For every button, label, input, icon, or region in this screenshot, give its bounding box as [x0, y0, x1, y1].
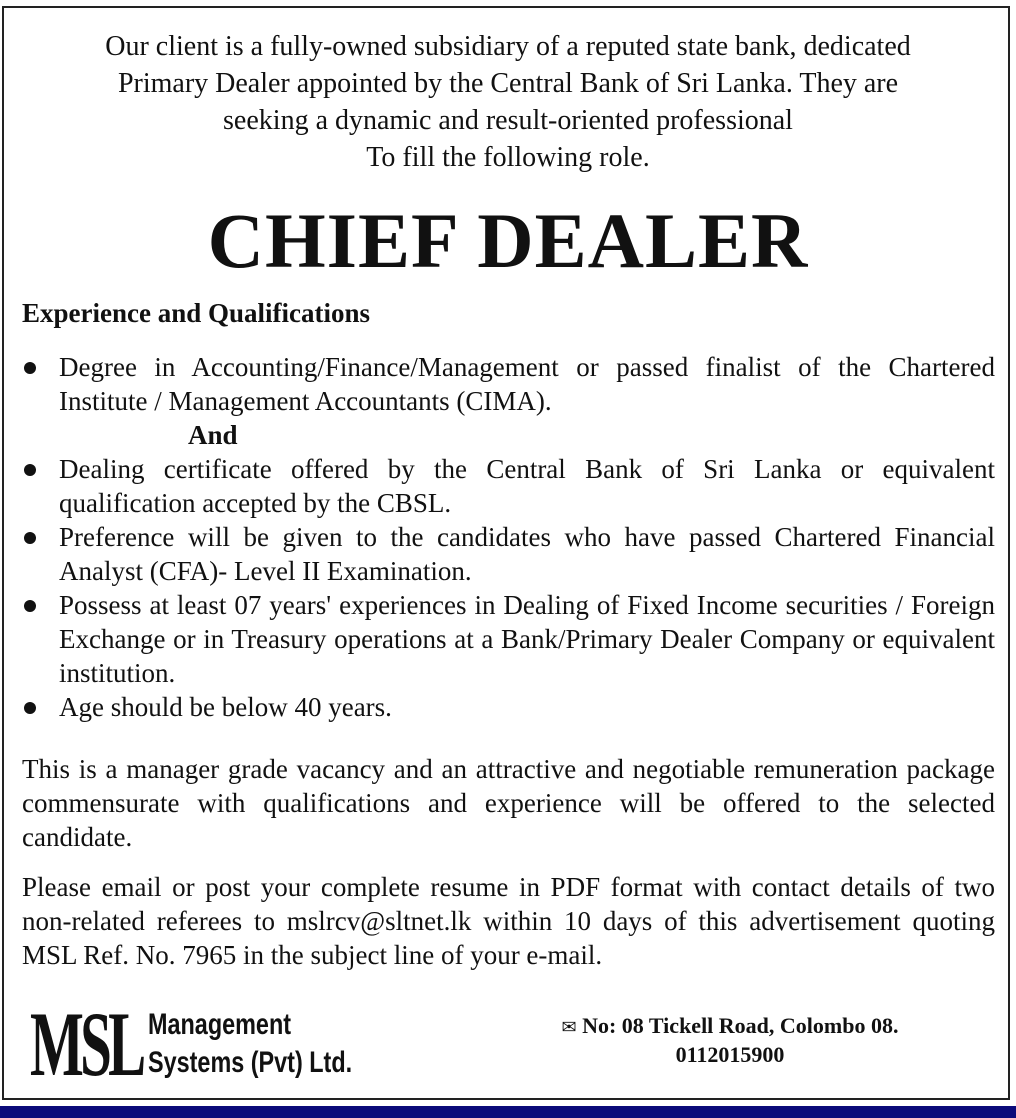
list-item — [22, 350, 995, 418]
intro-text — [0, 28, 1016, 176]
bottom-bar — [0, 1106, 1016, 1118]
contact-block — [520, 1012, 940, 1069]
list-item-text: Degree in Accounting/Finance/Management or passed finalist of the Chartered Institute / Management Accountants (CIMA). — [59, 352, 995, 416]
intro-line: Our client is a fully-owned subsidiary of a reputed state bank, dedicated — [105, 31, 911, 62]
application-paragraph: Please email or post your complete resume in PDF format with contact details of two non-related referees to mslrcv@sltnet.lk within 10 days of this advertisement quoting MSL Ref. No. 7965 in the subject line of your e-mail. — [22, 872, 995, 970]
job-title: CHIEF DEALER — [207, 197, 809, 284]
list-item — [22, 588, 995, 690]
section-heading: Experience and Qualifications — [22, 298, 371, 328]
company-name-line: Systems (Pvt) Ltd. — [148, 1046, 353, 1079]
bullet-icon — [24, 464, 36, 476]
company-name-line: Management — [148, 1008, 292, 1041]
phone-number: 0112015900 — [675, 1042, 785, 1067]
envelope-icon: ✉ — [561, 1017, 577, 1037]
list-item-text: Dealing certificate offered by the Central Bank of Sri Lanka or equivalent qualification accepted by the CBSL. — [59, 454, 995, 518]
list-item — [22, 452, 995, 520]
list-item-text: Preference will be given to the candidates who have passed Chartered Financial Analyst (CFA)- Level II Examination. — [59, 522, 995, 586]
remuneration-paragraph: This is a manager grade vacancy and an attractive and negotiable remuneration package commensurate with qualifications and experience will be offered to the selected candidate. — [22, 754, 995, 852]
bullet-icon — [24, 600, 36, 612]
list-item-text: Age should be below 40 years. — [59, 692, 392, 722]
bullet-icon — [24, 362, 36, 374]
list-item — [22, 520, 995, 588]
company-logo — [30, 993, 410, 1095]
bullet-icon — [24, 532, 36, 544]
address: No: 08 Tickell Road, Colombo 08. — [582, 1013, 899, 1038]
list-item-text: Possess at least 07 years' experiences in Dealing of Fixed Income securities / Foreign Exchange or in Treasury operations at a Bank/Primary Dealer Company or equivalent institution. — [59, 590, 995, 688]
bullet-icon — [24, 702, 36, 714]
list-item — [22, 690, 995, 724]
requirements-list — [22, 350, 995, 724]
logo-mark: MSL — [30, 993, 143, 1095]
intro-line: To fill the following role. — [366, 142, 650, 173]
company-name — [148, 1006, 352, 1082]
and-label: And — [188, 420, 238, 450]
intro-line: seeking a dynamic and result-oriented professional — [223, 105, 793, 136]
intro-line: Primary Dealer appointed by the Central Bank of Sri Lanka. They are — [117, 68, 899, 99]
